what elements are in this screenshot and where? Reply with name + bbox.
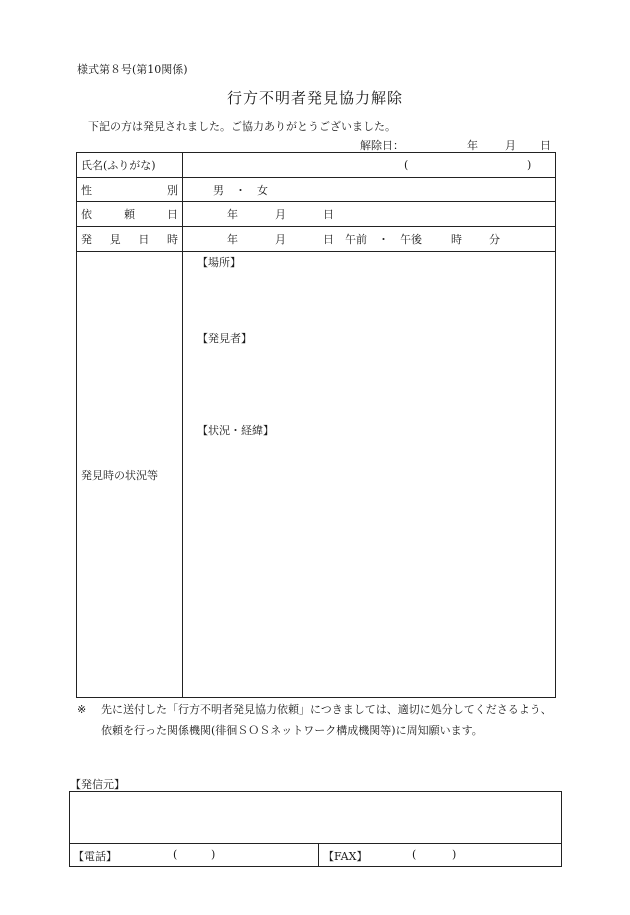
circumstances-heading: 【状況・経緯】 xyxy=(197,424,274,437)
request-date-field[interactable] xyxy=(183,202,556,227)
request-year-unit: 年 xyxy=(227,208,238,221)
found-label-char: 時 xyxy=(166,233,178,246)
found-day-unit: 日 xyxy=(323,233,334,246)
note-text: 先に送付した「行方不明者発見協力依頼」につきましては、適切に処分してくださるよう、依頼を行った関係機関(徘徊ＳＯＳネットワーク構成機関等)に周知願います。 xyxy=(101,703,552,737)
name-label: 氏名(ふりがな) xyxy=(77,153,183,178)
missing-person-table xyxy=(76,152,556,698)
note-mark: ※ xyxy=(77,703,87,716)
request-day-unit: 日 xyxy=(323,208,334,221)
phone-paren-open: ( xyxy=(173,848,178,861)
fax-paren-close: ) xyxy=(452,848,457,861)
situation-label: 発見時の状況等 xyxy=(77,252,183,698)
situation-row xyxy=(77,252,556,698)
phone-label: 【電話】 xyxy=(73,850,117,863)
gender-field[interactable] xyxy=(183,178,556,202)
found-label-char: 発 xyxy=(81,233,92,246)
sender-divider xyxy=(70,843,561,844)
gender-label-char: 別 xyxy=(167,183,178,197)
found-datetime-label xyxy=(77,227,183,252)
found-datetime-row xyxy=(77,227,556,252)
name-field[interactable] xyxy=(183,153,556,178)
gender-label xyxy=(77,178,183,202)
sender-title: 【発信元】 xyxy=(70,778,125,791)
found-month-unit: 月 xyxy=(275,233,286,246)
furigana-paren-open: ( xyxy=(404,158,409,172)
cancel-day-unit: 日 xyxy=(540,139,551,152)
hour-unit: 時 xyxy=(451,233,462,246)
request-date-label xyxy=(77,202,183,227)
gender-options: 男 ・ 女 xyxy=(213,183,268,197)
fax-label: 【FAX】 xyxy=(323,850,368,863)
name-row xyxy=(77,153,556,178)
cancel-month-unit: 月 xyxy=(505,139,516,152)
found-label-char: 見 xyxy=(109,233,121,246)
request-month-unit: 月 xyxy=(275,208,286,221)
gender-label-char: 性 xyxy=(81,183,92,197)
page-title: 行方不明者発見協力解除 xyxy=(226,89,403,107)
request-label-char: 頼 xyxy=(124,208,135,221)
minute-unit: 分 xyxy=(489,233,500,246)
found-label-char: 日 xyxy=(138,233,150,246)
sender-divider-vertical xyxy=(318,843,319,866)
gender-row xyxy=(77,178,556,202)
cancel-year-unit: 年 xyxy=(467,139,478,152)
situation-field[interactable] xyxy=(183,252,556,698)
request-label-char: 日 xyxy=(167,208,178,221)
phone-paren-close: ) xyxy=(211,848,216,861)
sender-box[interactable] xyxy=(69,791,562,867)
finder-heading: 【発見者】 xyxy=(197,332,252,345)
request-date-row xyxy=(77,202,556,227)
furigana-paren-close: ) xyxy=(527,158,532,172)
found-datetime-field[interactable] xyxy=(183,227,556,252)
ampm-options: 午前 ・ 午後 xyxy=(345,233,422,246)
fax-paren-open: ( xyxy=(412,848,417,861)
cancel-date-label: 解除日： xyxy=(360,139,404,152)
intro-text: 下記の方は発見されました。ご協力ありがとうございました。 xyxy=(88,120,396,133)
note xyxy=(77,699,557,741)
request-label-char: 依 xyxy=(81,208,92,221)
place-heading: 【場所】 xyxy=(197,256,241,269)
form-number: 様式第８号(第10関係) xyxy=(77,63,188,76)
found-year-unit: 年 xyxy=(227,233,238,246)
